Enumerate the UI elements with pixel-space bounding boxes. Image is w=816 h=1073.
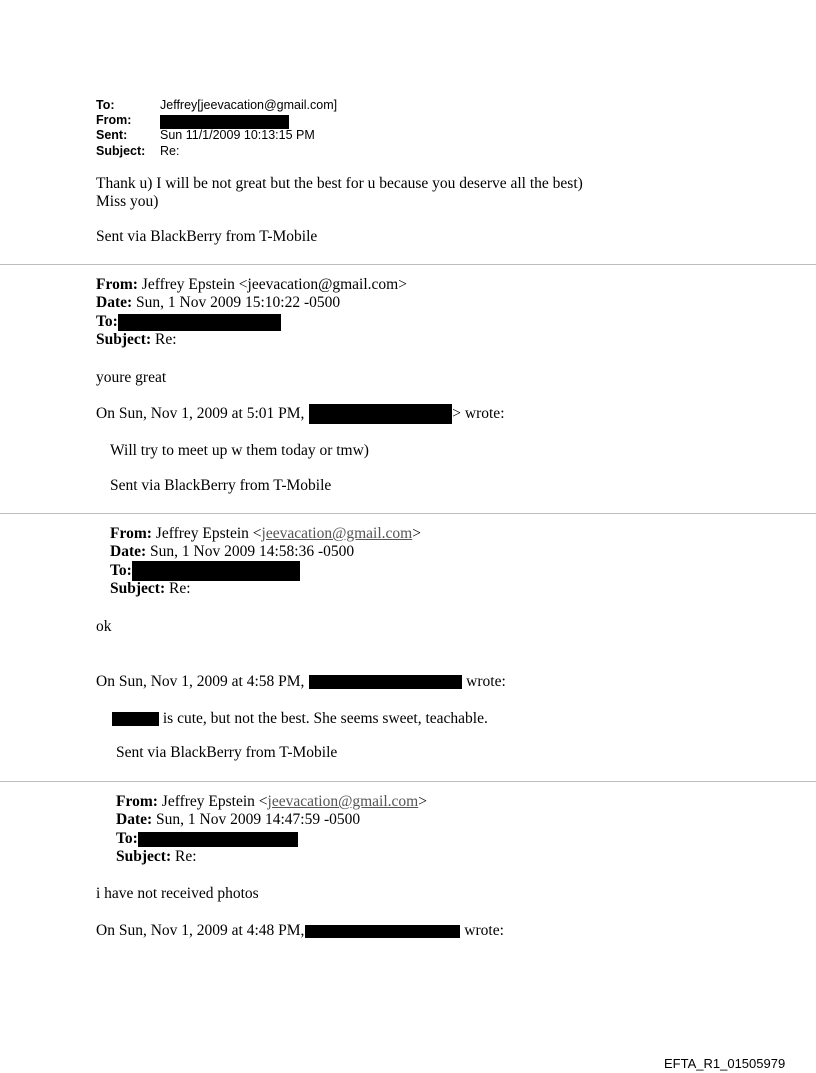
subject-label: Subject: (96, 331, 152, 348)
quoted-signature: Sent via BlackBerry from T-Mobile (116, 744, 338, 761)
subject-label: Subject: (96, 144, 146, 158)
sent-value: Sun 11/1/2009 10:13:15 PM (160, 128, 315, 142)
divider (0, 513, 816, 514)
message-body: ok (96, 618, 112, 635)
subject-value: Re: (151, 331, 177, 348)
from-label: From: (96, 113, 132, 127)
redaction-box (112, 712, 159, 726)
subject-line (116, 847, 197, 866)
quote-attribution (96, 672, 506, 691)
subject-label: Subject: (110, 580, 166, 597)
quote-suffix: wrote: (462, 673, 506, 690)
from-line (110, 524, 421, 543)
divider (0, 264, 816, 265)
quoted-signature: Sent via BlackBerry from T-Mobile (110, 477, 332, 494)
quote-attribution (96, 921, 504, 940)
message-body: youre great (96, 369, 167, 386)
email-link[interactable]: jeevacation@gmail.com (267, 793, 419, 810)
redaction-box (138, 832, 298, 847)
email-link[interactable]: jeevacation@gmail.com (261, 525, 413, 542)
from-label: From: (110, 525, 152, 542)
message-body: i have not received photos (96, 885, 259, 902)
from-label: From: (116, 793, 158, 810)
quote-suffix: wrote: (460, 922, 504, 939)
from-label: From: (96, 276, 138, 293)
from-close: > (412, 525, 421, 542)
quoted-body-line (112, 709, 488, 728)
date-label: Date: (116, 811, 153, 828)
redaction-box (118, 314, 281, 331)
to-line (96, 312, 281, 331)
date-label: Date: (110, 543, 147, 560)
from-close: > (418, 793, 427, 810)
to-label: To: (96, 313, 118, 330)
quoted-body: Will try to meet up w them today or tmw) (110, 442, 369, 459)
date-value: Sun, 1 Nov 2009 15:10:22 -0500 (132, 294, 341, 311)
from-line (96, 275, 407, 294)
to-label: To: (96, 98, 115, 112)
signature: Sent via BlackBerry from T-Mobile (96, 228, 318, 245)
redaction-box (305, 925, 460, 938)
quote-suffix: > wrote: (452, 405, 505, 422)
sent-label: Sent: (96, 128, 128, 142)
to-line (116, 829, 298, 848)
date-label: Date: (96, 294, 133, 311)
quote-prefix: On Sun, Nov 1, 2009 at 5:01 PM, (96, 405, 305, 422)
date-line (116, 810, 360, 829)
message-line: Thank u) I will be not great but the best for u because you deserve all the best) (96, 175, 583, 192)
subject-line (110, 579, 191, 598)
from-value: Jeffrey Epstein <jeevacation@gmail.com> (137, 276, 407, 293)
document-id: EFTA_R1_01505979 (664, 1056, 786, 1071)
quote-attribution (96, 404, 505, 424)
subject-value: Re: (160, 144, 180, 158)
date-value: Sun, 1 Nov 2009 14:47:59 -0500 (152, 811, 361, 828)
to-value: Jeffrey[jeevacation@gmail.com] (160, 98, 338, 112)
from-line (116, 792, 427, 811)
subject-line (96, 330, 177, 349)
quote-prefix: On Sun, Nov 1, 2009 at 4:48 PM, (96, 922, 305, 939)
date-value: Sun, 1 Nov 2009 14:58:36 -0500 (146, 543, 355, 560)
date-line (110, 542, 354, 561)
quoted-body: is cute, but not the best. She seems sweet, teachable. (159, 710, 488, 727)
quote-prefix: On Sun, Nov 1, 2009 at 4:58 PM, (96, 673, 305, 690)
message-line: Miss you) (96, 193, 159, 210)
redaction-box (309, 675, 462, 689)
to-label: To: (116, 830, 138, 847)
subject-value: Re: (165, 580, 191, 597)
to-label: To: (110, 562, 132, 579)
subject-value: Re: (171, 848, 197, 865)
subject-label: Subject: (116, 848, 172, 865)
divider (0, 781, 816, 782)
date-line (96, 293, 340, 312)
email-header (96, 97, 496, 161)
from-name: Jeffrey Epstein < (151, 525, 262, 542)
redaction-box (309, 404, 452, 424)
from-name: Jeffrey Epstein < (157, 793, 268, 810)
